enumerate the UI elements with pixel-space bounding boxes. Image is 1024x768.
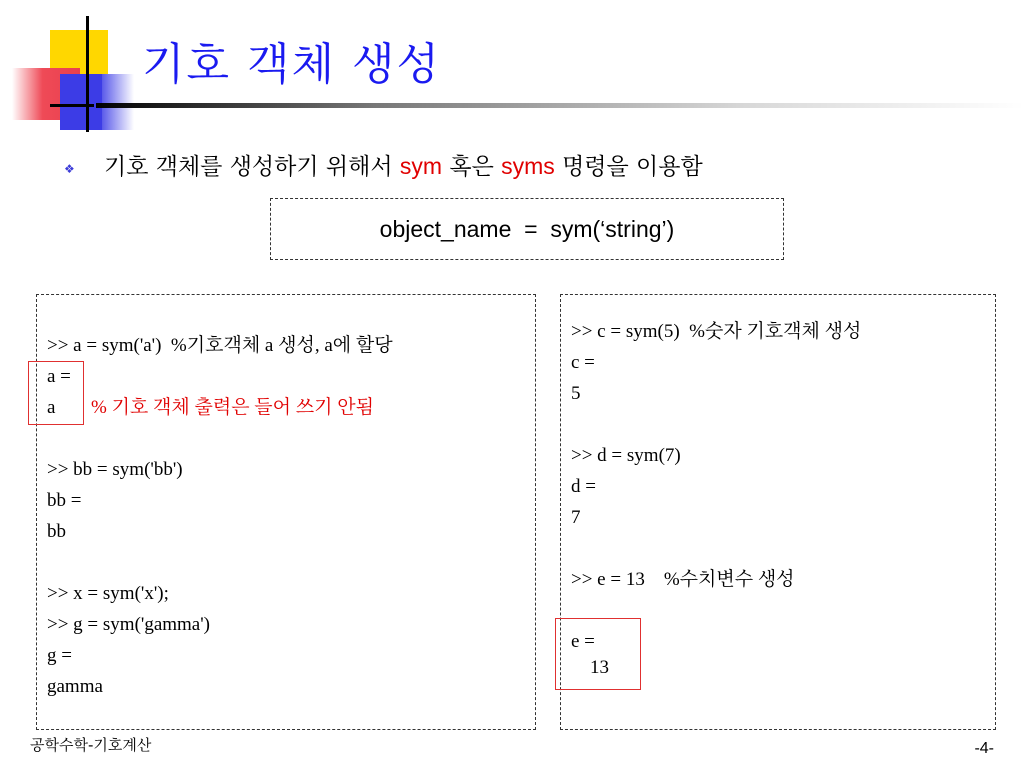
code-line: g = (47, 645, 72, 666)
code-line: 5 (571, 383, 581, 404)
page-number: -4- (974, 740, 994, 757)
code-line: e = (571, 631, 595, 652)
code-line: >> a = sym('a') %기호객체 a 생성, a에 할당 (47, 335, 393, 356)
slide-title: 기호 객체 생성 (142, 39, 441, 90)
code-line: a = (47, 366, 71, 387)
diamond-bullet-icon: ❖ (64, 162, 75, 176)
code-line: bb (47, 521, 66, 542)
code-line: >> bb = sym('bb') (47, 459, 183, 480)
code-line: a (47, 397, 56, 418)
highlight-box-a (28, 361, 84, 425)
code-line: >> g = sym('gamma') (47, 614, 210, 635)
code-line: >> c = sym(5) %숫자 기호객체 생성 (571, 321, 862, 342)
left-code-box (36, 294, 536, 730)
code-line: gamma (47, 676, 103, 697)
code-line: c = (571, 352, 595, 373)
code-line: 7 (571, 507, 581, 528)
logo-blue-fade (102, 74, 134, 130)
code-line: bb = (47, 490, 82, 511)
bullet-text-after: 명령을 이용함 (554, 154, 703, 180)
keyword-syms: syms (501, 153, 555, 179)
syntax-text: object_name = sym(‘string’) (379, 215, 675, 242)
code-comment: % 기호 객체 출력은 들어 쓰기 안됨 (91, 397, 374, 418)
code-line: >> x = sym('x'); (47, 583, 169, 604)
code-line: >> e = 13 %수치변수 생성 (571, 569, 795, 590)
highlight-box-e (555, 618, 641, 690)
bullet-text-before: 기호 객체를 생성하기 위해서 (104, 154, 400, 180)
bullet-text (104, 148, 703, 181)
footer-course: 공학수학-기호계산 (30, 736, 152, 754)
code-line: 13 (571, 657, 609, 678)
syntax-box (270, 198, 784, 260)
bullet-text-mid: 혹은 (442, 154, 502, 180)
code-line: d = (571, 476, 596, 497)
logo-horizontal-line (50, 104, 94, 107)
title-underline (96, 103, 1024, 108)
logo-vertical-line (86, 16, 89, 132)
keyword-sym: sym (399, 153, 443, 179)
code-line: >> d = sym(7) (571, 445, 681, 466)
logo-blue-square (60, 74, 102, 130)
